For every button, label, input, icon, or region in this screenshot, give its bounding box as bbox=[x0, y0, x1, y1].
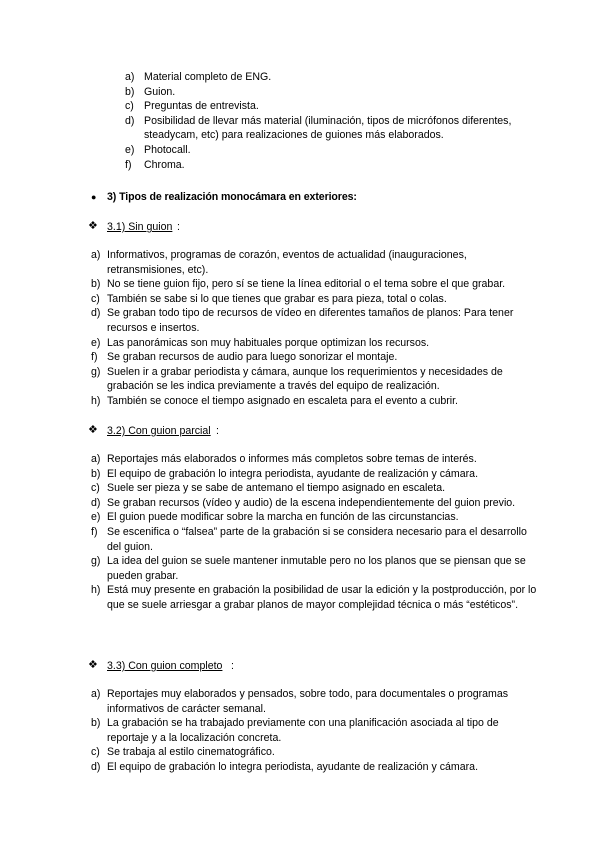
list-item-text: El guion puede modificar sobre la marcha en función de las circunstancias. bbox=[107, 511, 459, 524]
list-item-text: Suele ser pieza y se sabe de antemano el tiempo asignado en escaleta. bbox=[107, 482, 446, 495]
list-marker: a) bbox=[125, 71, 135, 83]
list-item-text: Photocall. bbox=[144, 143, 191, 156]
list-item-text: Se trabaja al estilo cinematográfico. bbox=[107, 746, 275, 759]
list-item-text: Reportajes muy elaborados y pensados, sobre todo, para documentales o programas informativos de carácter semanal. bbox=[107, 688, 509, 715]
list-item bbox=[91, 467, 537, 482]
list-item bbox=[91, 554, 537, 583]
list-item-text: Informativos, programas de corazón, eventos de actualidad (inauguraciones, retransmisiones, etc). bbox=[107, 249, 467, 276]
list-marker: g) bbox=[91, 555, 101, 568]
list-marker: b) bbox=[91, 467, 101, 480]
list-marker: b) bbox=[91, 717, 101, 730]
list-item bbox=[91, 510, 537, 525]
list-item bbox=[91, 525, 537, 554]
list-item bbox=[91, 452, 537, 467]
list-marker: c) bbox=[91, 482, 100, 495]
list-item bbox=[125, 99, 544, 114]
list-marker: b) bbox=[125, 85, 135, 98]
list-marker: d) bbox=[125, 114, 135, 127]
list-marker: d) bbox=[91, 307, 101, 320]
list-marker: f) bbox=[91, 351, 98, 364]
list-item-text: También se sabe si lo que tienes que grabar es para pieza, total o colas. bbox=[107, 292, 447, 305]
list-item bbox=[91, 496, 537, 511]
list-marker: d) bbox=[91, 760, 101, 773]
list-marker: a) bbox=[91, 688, 101, 700]
list-marker: b) bbox=[91, 278, 101, 291]
list-item-text: Las panorámicas son muy habituales porque optimizan los recursos. bbox=[107, 336, 430, 349]
subsection-colon: : bbox=[177, 221, 180, 233]
subsection-colon: : bbox=[216, 425, 219, 437]
list-marker: e) bbox=[125, 143, 135, 156]
list-marker: a) bbox=[91, 453, 101, 465]
list-item-text: Se escenifica o “falsea” parte de la grabación si se considera necesario para el desarrollo del guion. bbox=[107, 525, 527, 553]
list-marker: g) bbox=[91, 365, 101, 378]
list-marker: e) bbox=[91, 511, 101, 524]
list-item-text: Se graban todo tipo de recursos de vídeo en diferentes tamaños de planos: Para tener recursos e insertos. bbox=[107, 307, 514, 334]
list-item-text: Chroma. bbox=[144, 158, 185, 171]
subsection-colon: : bbox=[231, 660, 234, 672]
list-marker: f) bbox=[91, 525, 98, 538]
list-item bbox=[125, 114, 544, 143]
list-item-text: El equipo de grabación lo integra periodista, ayudante de realización y cámara. bbox=[107, 760, 479, 773]
list-item-text: También se conoce el tiempo asignado en escaleta para el evento a cubrir. bbox=[107, 394, 458, 407]
list-item-text: La grabación se ha trabajado previamente con una planificación asociada al tipo de reportaje y a la localización concreta. bbox=[107, 717, 499, 744]
list-marker: h) bbox=[91, 394, 101, 407]
list-item-text: Material completo de ENG. bbox=[144, 71, 272, 83]
list-item bbox=[91, 481, 537, 496]
list-item-text: Se graban recursos de audio para luego sonorizar el montaje. bbox=[107, 351, 398, 364]
list-marker: d) bbox=[91, 496, 101, 509]
subsection-list bbox=[91, 687, 537, 775]
list-marker: a) bbox=[91, 249, 101, 261]
list-item bbox=[125, 85, 544, 100]
list-marker: f) bbox=[125, 158, 132, 171]
equipment-list bbox=[125, 70, 544, 172]
list-item bbox=[91, 687, 537, 716]
list-marker: c) bbox=[125, 100, 134, 113]
list-item bbox=[91, 716, 537, 745]
diamond-bullet-icon: ❖ bbox=[88, 424, 98, 436]
list-item bbox=[91, 277, 537, 292]
list-item bbox=[125, 158, 544, 173]
list-item bbox=[91, 306, 537, 335]
list-item bbox=[125, 143, 544, 158]
list-marker: e) bbox=[91, 336, 101, 349]
subsection-list bbox=[91, 452, 537, 613]
list-item-text: Suelen ir a grabar periodista y cámara, aunque los requerimientos y necesidades de grabación se les indica previamente a través del equipo de realización. bbox=[107, 365, 503, 393]
list-item bbox=[91, 365, 537, 394]
diamond-bullet-icon: ❖ bbox=[88, 220, 98, 232]
list-item-text: No se tiene guion fijo, pero sí se tiene la línea editorial o el tema sobre el que grabar. bbox=[107, 278, 506, 291]
subsection-title-text: 3.3) Con guion completo bbox=[107, 660, 223, 672]
list-marker: c) bbox=[91, 746, 100, 759]
list-item bbox=[91, 760, 537, 775]
list-item bbox=[91, 292, 537, 307]
list-item bbox=[91, 745, 537, 760]
list-item-text: Guion. bbox=[144, 85, 176, 98]
bullet-icon: ● bbox=[91, 192, 97, 202]
list-marker: c) bbox=[91, 292, 100, 305]
list-item-text: Se graban recursos (vídeo y audio) de la escena independientemente del guion previo. bbox=[107, 496, 516, 509]
subsection-title-text: 3.2) Con guion parcial bbox=[107, 425, 211, 437]
section-heading-text: 3) Tipos de realización monocámara en exteriores: bbox=[107, 191, 357, 203]
list-item bbox=[91, 583, 537, 612]
list-item-text: Posibilidad de llevar más material (iluminación, tipos de micrófonos diferentes, steadycam, etc) para realizaciones de guiones más elaborados. bbox=[144, 114, 512, 142]
subsection-list bbox=[91, 248, 537, 409]
list-item-text: Preguntas de entrevista. bbox=[144, 100, 259, 113]
list-item-text: Está muy presente en grabación la posibilidad de usar la edición y la postproducción, por lo que se suele arriesgar a grabar planos de mayor complejidad técnica o más “estéticos”. bbox=[107, 584, 537, 611]
list-item bbox=[91, 336, 537, 351]
list-item bbox=[125, 70, 544, 85]
list-item bbox=[91, 248, 537, 277]
list-item-text: La idea del guion se suele mantener inmutable pero no los planos que se piensan que se pueden grabar. bbox=[107, 555, 526, 582]
diamond-bullet-icon: ❖ bbox=[88, 659, 98, 671]
subsection-title-text: 3.1) Sin guion bbox=[107, 221, 173, 233]
list-item-text: Reportajes más elaborados o informes más completos sobre temas de interés. bbox=[107, 453, 477, 465]
list-item bbox=[91, 394, 537, 409]
list-item bbox=[91, 350, 537, 365]
list-item-text: El equipo de grabación lo integra periodista, ayudante de realización y cámara. bbox=[107, 467, 479, 480]
list-marker: h) bbox=[91, 584, 101, 597]
